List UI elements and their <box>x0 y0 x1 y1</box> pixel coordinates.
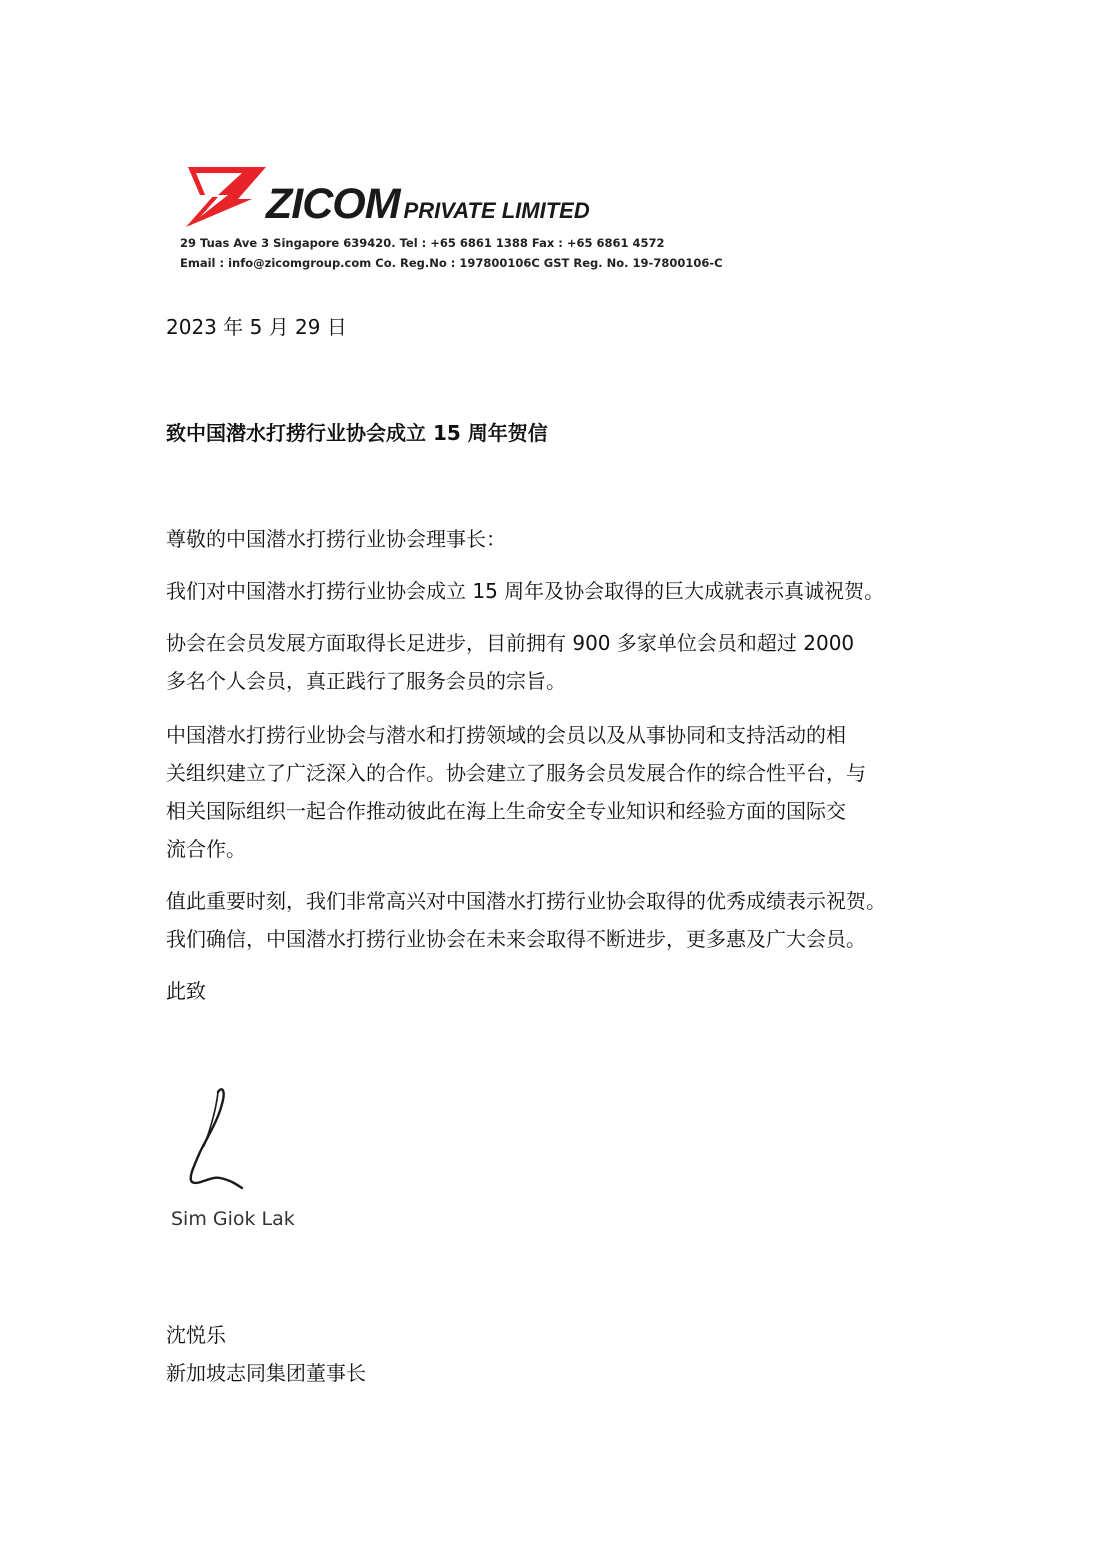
letter-date: 2023 年 5 月 29 日 <box>166 315 347 339</box>
letter-salutation: 尊敬的中国潜水打捞行业协会理事长： <box>166 527 506 551</box>
paragraph-2-line-2: 多名个人会员，真正践行了服务会员的宗旨。 <box>166 669 566 693</box>
zicom-logo-icon <box>178 165 268 229</box>
company-name <box>266 180 590 230</box>
company-suffix: PRIVATE LIMITED <box>403 198 590 223</box>
letterhead <box>178 160 778 280</box>
handwritten-signature <box>180 1080 260 1200</box>
company-contact: Email : info@zicomgroup.com Co. Reg.No : 197800106C GST Reg. No. 19-7800106-C <box>180 256 723 270</box>
paragraph-3-line-1: 中国潜水打捞行业协会与潜水和打捞领域的会员以及从事协同和支持活动的相 <box>166 723 846 747</box>
paragraph-3-line-4: 流合作。 <box>166 837 246 861</box>
paragraph-1: 我们对中国潜水打捞行业协会成立 15 周年及协会取得的巨大成就表示真诚祝贺。 <box>166 579 885 603</box>
paragraph-3-line-2: 关组织建立了广泛深入的合作。协会建立了服务会员发展合作的综合性平台，与 <box>166 761 866 785</box>
signatory-role: 新加坡志同集团董事长 <box>166 1361 366 1385</box>
paragraph-2-line-1: 协会在会员发展方面取得长足进步，目前拥有 900 多家单位会员和超过 2000 <box>166 631 855 655</box>
letter-title: 致中国潜水打捞行业协会成立 15 周年贺信 <box>166 421 548 445</box>
paragraph-4-line-1: 值此重要时刻，我们非常高兴对中国潜水打捞行业协会取得的优秀成绩表示祝贺。 <box>166 889 886 913</box>
signatory-printed-name: Sim Giok Lak <box>171 1208 295 1230</box>
company-address: 29 Tuas Ave 3 Singapore 639420. Tel : +65 6861 1388 Fax : +65 6861 4572 <box>180 236 665 250</box>
paragraph-3-line-3: 相关国际组织一起合作推动彼此在海上生命安全专业知识和经验方面的国际交 <box>166 799 846 823</box>
letter-closing: 此致 <box>166 979 206 1003</box>
signatory-name-cn: 沈悦乐 <box>166 1323 226 1347</box>
company-main-name: ZICOM <box>266 180 400 228</box>
paragraph-4-line-2: 我们确信，中国潜水打捞行业协会在未来会取得不断进步，更多惠及广大会员。 <box>166 927 866 951</box>
